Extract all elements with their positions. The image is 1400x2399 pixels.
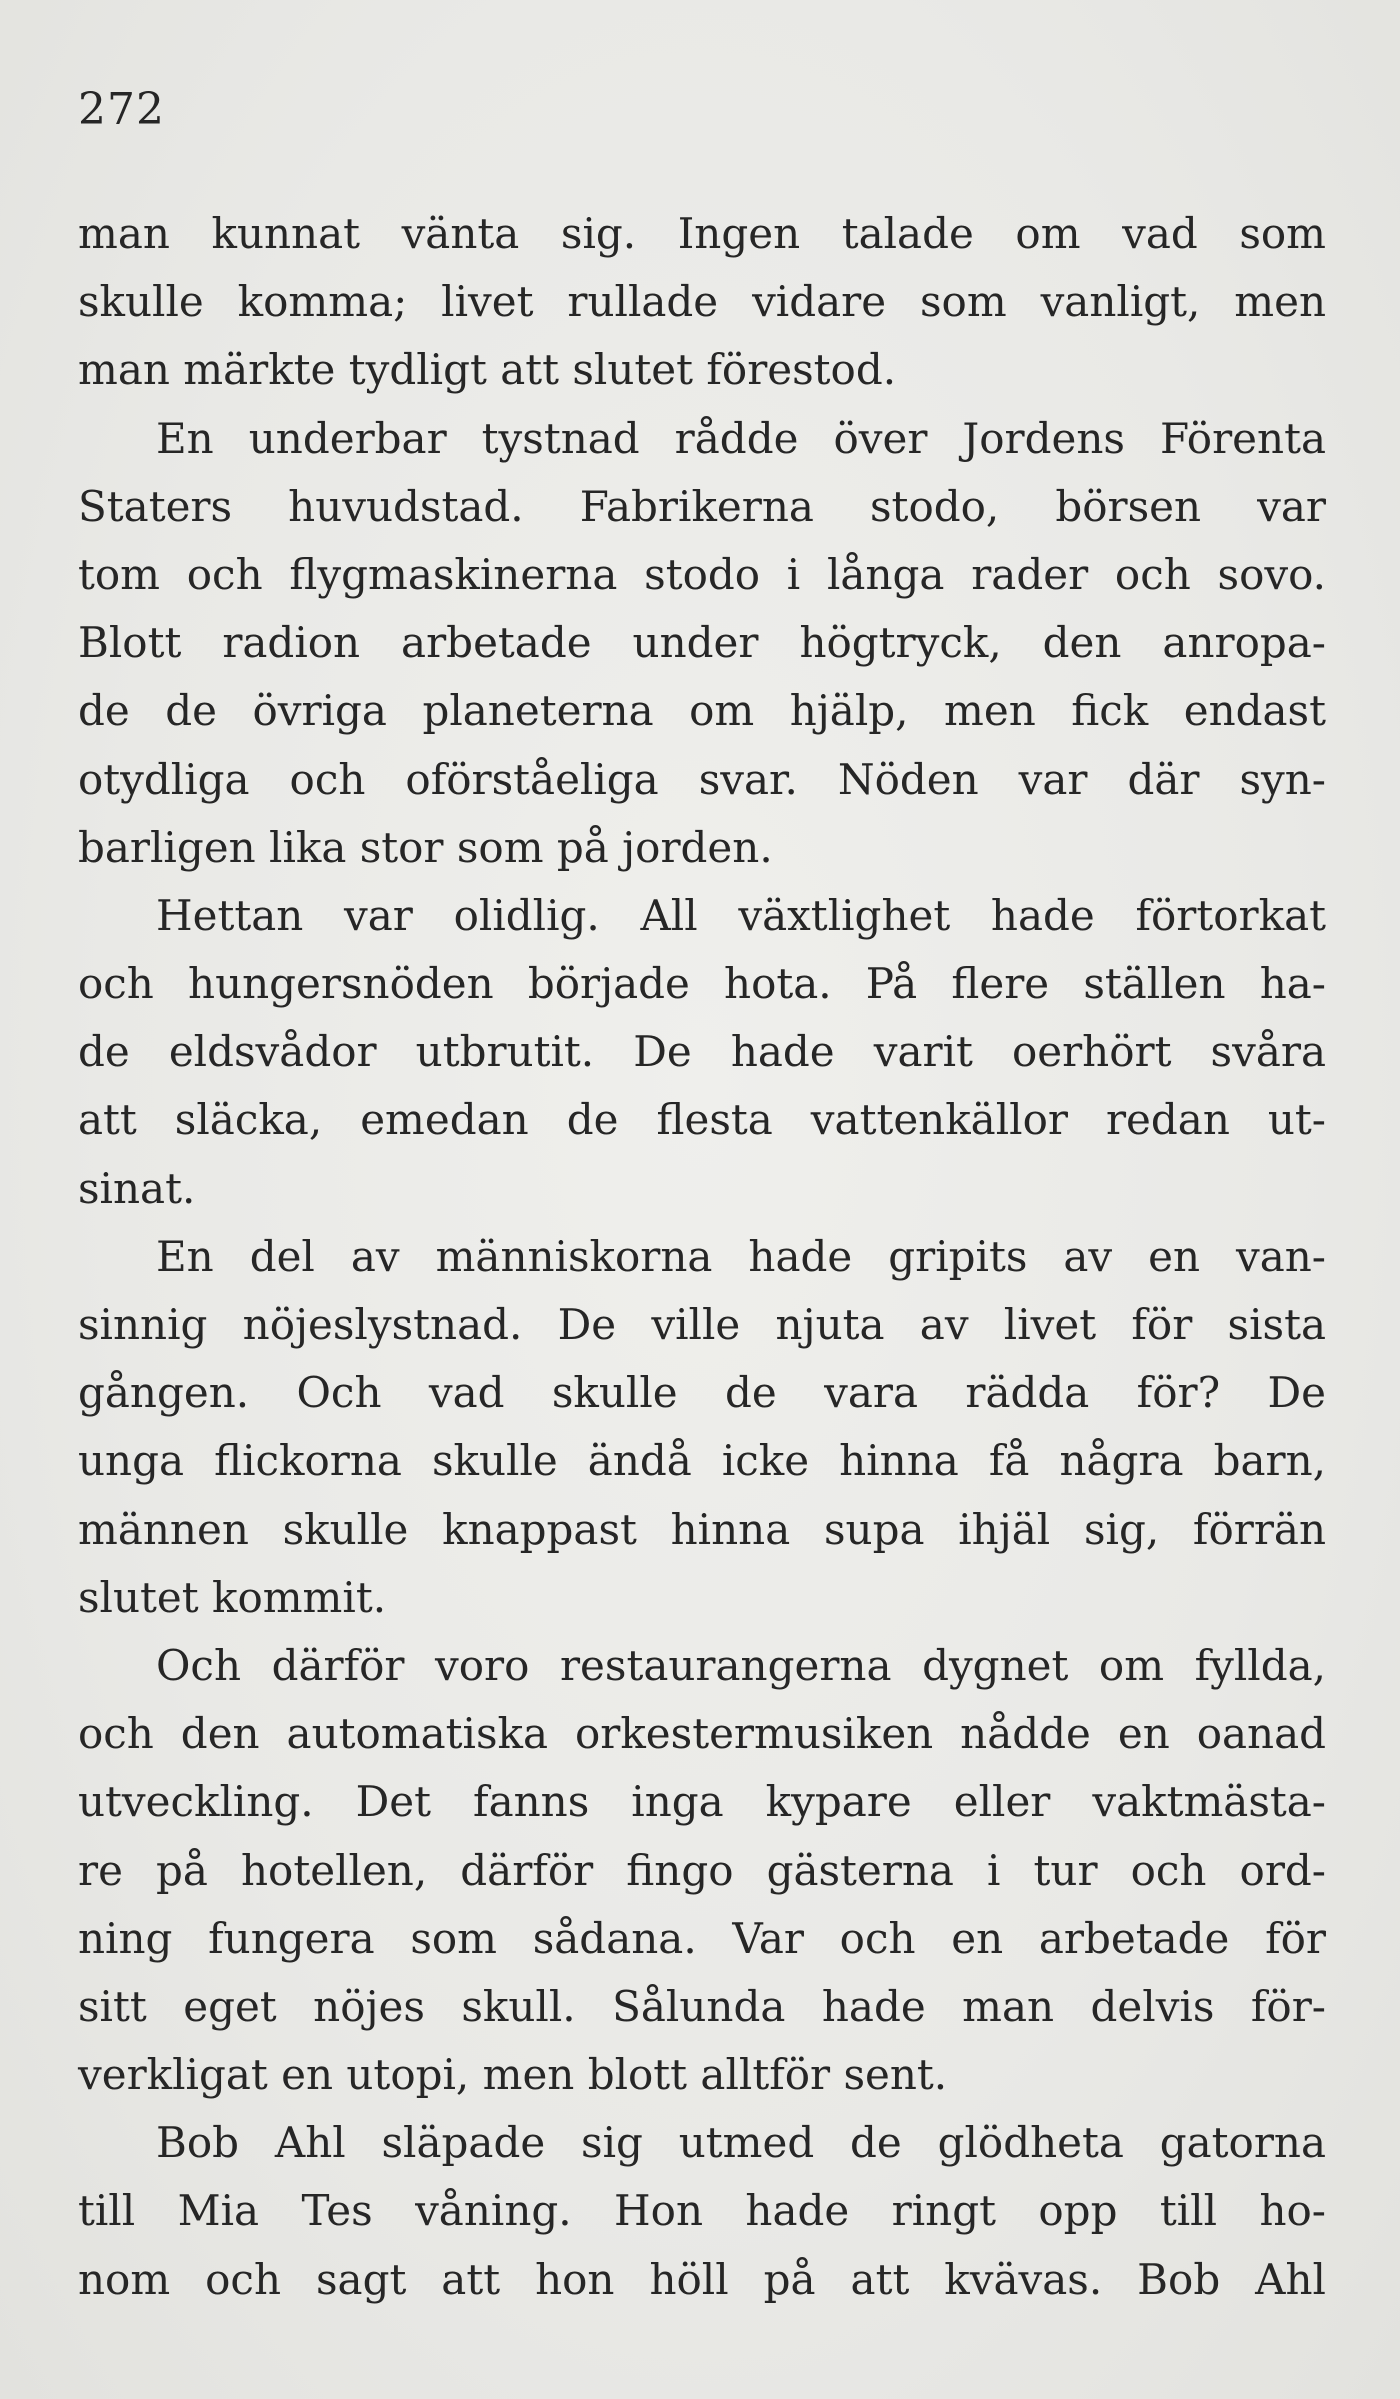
text-line: otydliga och oförståeliga svar. Nöden var där syn- (78, 754, 1326, 804)
text-line: de eldsvådor utbrutit. De hade varit oerhört svåra (78, 1027, 1326, 1077)
text-line: utveckling. Det fanns inga kypare eller vaktmästa- (78, 1777, 1326, 1827)
text-line: sitt eget nöjes skull. Sålunda hade man delvis för- (78, 1981, 1326, 2031)
text-line: Hettan var olidlig. All växtlighet hade förtorkat (156, 890, 1326, 940)
text-line: unga flickorna skulle ändå icke hinna få några barn, (78, 1436, 1326, 1486)
text-line: slutet kommit. (78, 1572, 387, 1622)
text-line: Bob Ahl släpade sig utmed de glödheta gatorna (156, 2118, 1326, 2168)
text-line: man kunnat vänta sig. Ingen talade om vad som (78, 209, 1326, 258)
text-line: och den automatiska orkestermusiken nådde en oanad (78, 1709, 1326, 1759)
text-line: man märkte tydligt att slutet förestod. (78, 345, 897, 395)
text-line: Staters huvudstad. Fabrikerna stodo, börsen var (78, 481, 1326, 531)
text-line: och hungersnöden började hota. På flere ställen ha- (78, 959, 1326, 1009)
text-line: att släcka, emedan de flesta vattenkällor redan ut- (78, 1095, 1326, 1145)
text-line: männen skulle knappast hinna supa ihjäl sig, förrän (78, 1504, 1326, 1554)
text-line: Och därför voro restaurangerna dygnet om fyllda, (156, 1640, 1326, 1690)
text-line: nom och sagt att hon höll på att kvävas. Bob Ahl (78, 2254, 1326, 2304)
text-line: En del av människorna hade gripits av en van- (156, 1231, 1326, 1281)
text-line: ning fungera som sådana. Var och en arbetade för (78, 1913, 1326, 1963)
text-line: tom och flygmaskinerna stodo i långa rader och sovo. (78, 549, 1326, 599)
text-line: sinat. (78, 1163, 196, 1213)
page-number: 272 (78, 84, 165, 135)
text-line: re på hotellen, därför fingo gästerna i tur och ord- (78, 1845, 1326, 1895)
text-line: gången. Och vad skulle de vara rädda för? De (78, 1368, 1326, 1418)
text-line: de de övriga planeterna om hjälp, men fick endast (78, 686, 1326, 736)
text-line: verkligat en utopi, men blott alltför sent. (78, 2050, 948, 2100)
text-line: barligen lika stor som på jorden. (78, 822, 773, 872)
text-line: till Mia Tes våning. Hon hade ringt opp till ho- (78, 2186, 1326, 2236)
text-line: En underbar tystnad rådde över Jordens Förenta (156, 413, 1326, 463)
text-line: sinnig nöjeslystnad. De ville njuta av livet för sista (78, 1300, 1326, 1349)
text-line: skulle komma; livet rullade vidare som vanligt, men (78, 277, 1326, 327)
body-text (78, 200, 1326, 2314)
text-line: Blott radion arbetade under högtryck, den anropa- (78, 618, 1326, 668)
